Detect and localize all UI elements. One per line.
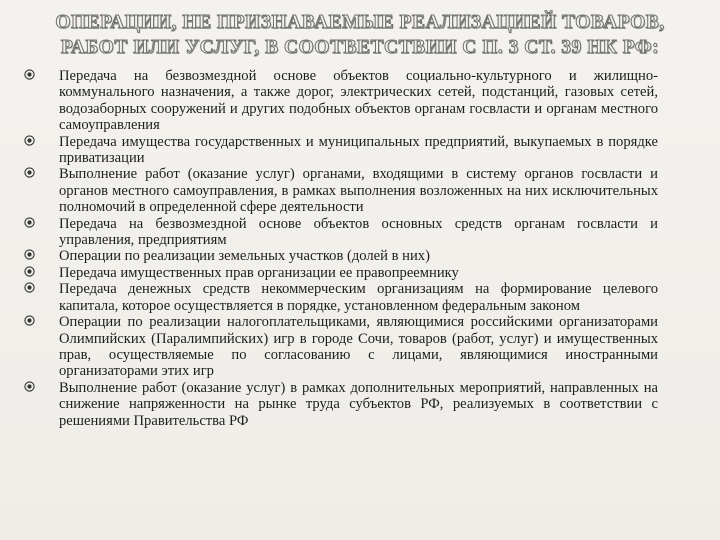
list-item-text: Передача денежных средств некоммерческим организациям на формирование целевого капитала, которое осуществляется в порядке, установленном федеральным законом (59, 281, 658, 314)
list-item (22, 265, 658, 281)
list-item-text: Выполнение работ (оказание услуг) органами, входящими в систему органов госвласти и органов местного самоуправления, в рамках выполнения возложенных на них исключительных полномочий в определенной сфере деятельности (59, 166, 658, 216)
slide-title-line-2: РАБОТ ИЛИ УСЛУГ, В СООТВЕТСТВИИ С П. 3 СТ. 39 НК РФ: (60, 37, 660, 58)
list-item (22, 248, 658, 264)
list-item-text: Выполнение работ (оказание услуг) в рамках дополнительных мероприятий, направленных на снижение напряженности на рынке труда субъектов РФ, реализуемых в соответствии с решениями Правительства РФ (59, 379, 658, 429)
list-item-text: Передача на безвозмездной основе объектов основных средств органам госвласти и управления, предприятиям (59, 215, 658, 249)
list-item-text: Операции по реализации земельных участков (долей в них) (59, 248, 430, 265)
ring-dot-bullet-icon (24, 381, 35, 392)
list-item (22, 314, 658, 380)
ring-dot-bullet-icon (24, 266, 35, 277)
list-item-text: Передача имущественных прав организации ее правопреемнику (59, 264, 459, 281)
slide-title (20, 10, 700, 60)
ring-dot-bullet-icon (24, 69, 35, 80)
list-item (22, 281, 658, 314)
bullet-list (22, 68, 658, 429)
list-item-text: Передача на безвозмездной основе объектов социально-культурного и жилищно-коммунального назначения, а также дорог, электрических сетей, подстанций, газовых сетей, водозаборных сооружений и других подобных объектов органам госвласти и органам местного самоуправления (59, 68, 658, 134)
list-item (22, 380, 658, 429)
list-item-text: Операции по реализации налогоплательщиками, являющимися российскими организаторами Олимпийских (Паралимпийских) игр в городе Сочи, товаров (работ, услуг) и имущественных прав, осуществляемые по согласованию с лицами, являющимися иностранными организаторами этих игр (59, 314, 658, 380)
list-item-text: Передача имущества государственных и муниципальных предприятий, выкупаемых в порядке приватизации (59, 133, 658, 167)
ring-dot-bullet-icon (24, 282, 35, 293)
list-item (22, 134, 658, 167)
ring-dot-bullet-icon (24, 167, 35, 178)
slide-title-line-1: ОПЕРАЦИИ, НЕ ПРИЗНАВАЕМЫЕ РЕАЛИЗАЦИЕЙ ТОВАРОВ, (55, 12, 665, 33)
list-item (22, 166, 658, 215)
ring-dot-bullet-icon (24, 315, 35, 326)
ring-dot-bullet-icon (24, 217, 35, 228)
ring-dot-bullet-icon (24, 135, 35, 146)
list-item (22, 216, 658, 249)
list-item (22, 68, 658, 134)
ring-dot-bullet-icon (24, 249, 35, 260)
